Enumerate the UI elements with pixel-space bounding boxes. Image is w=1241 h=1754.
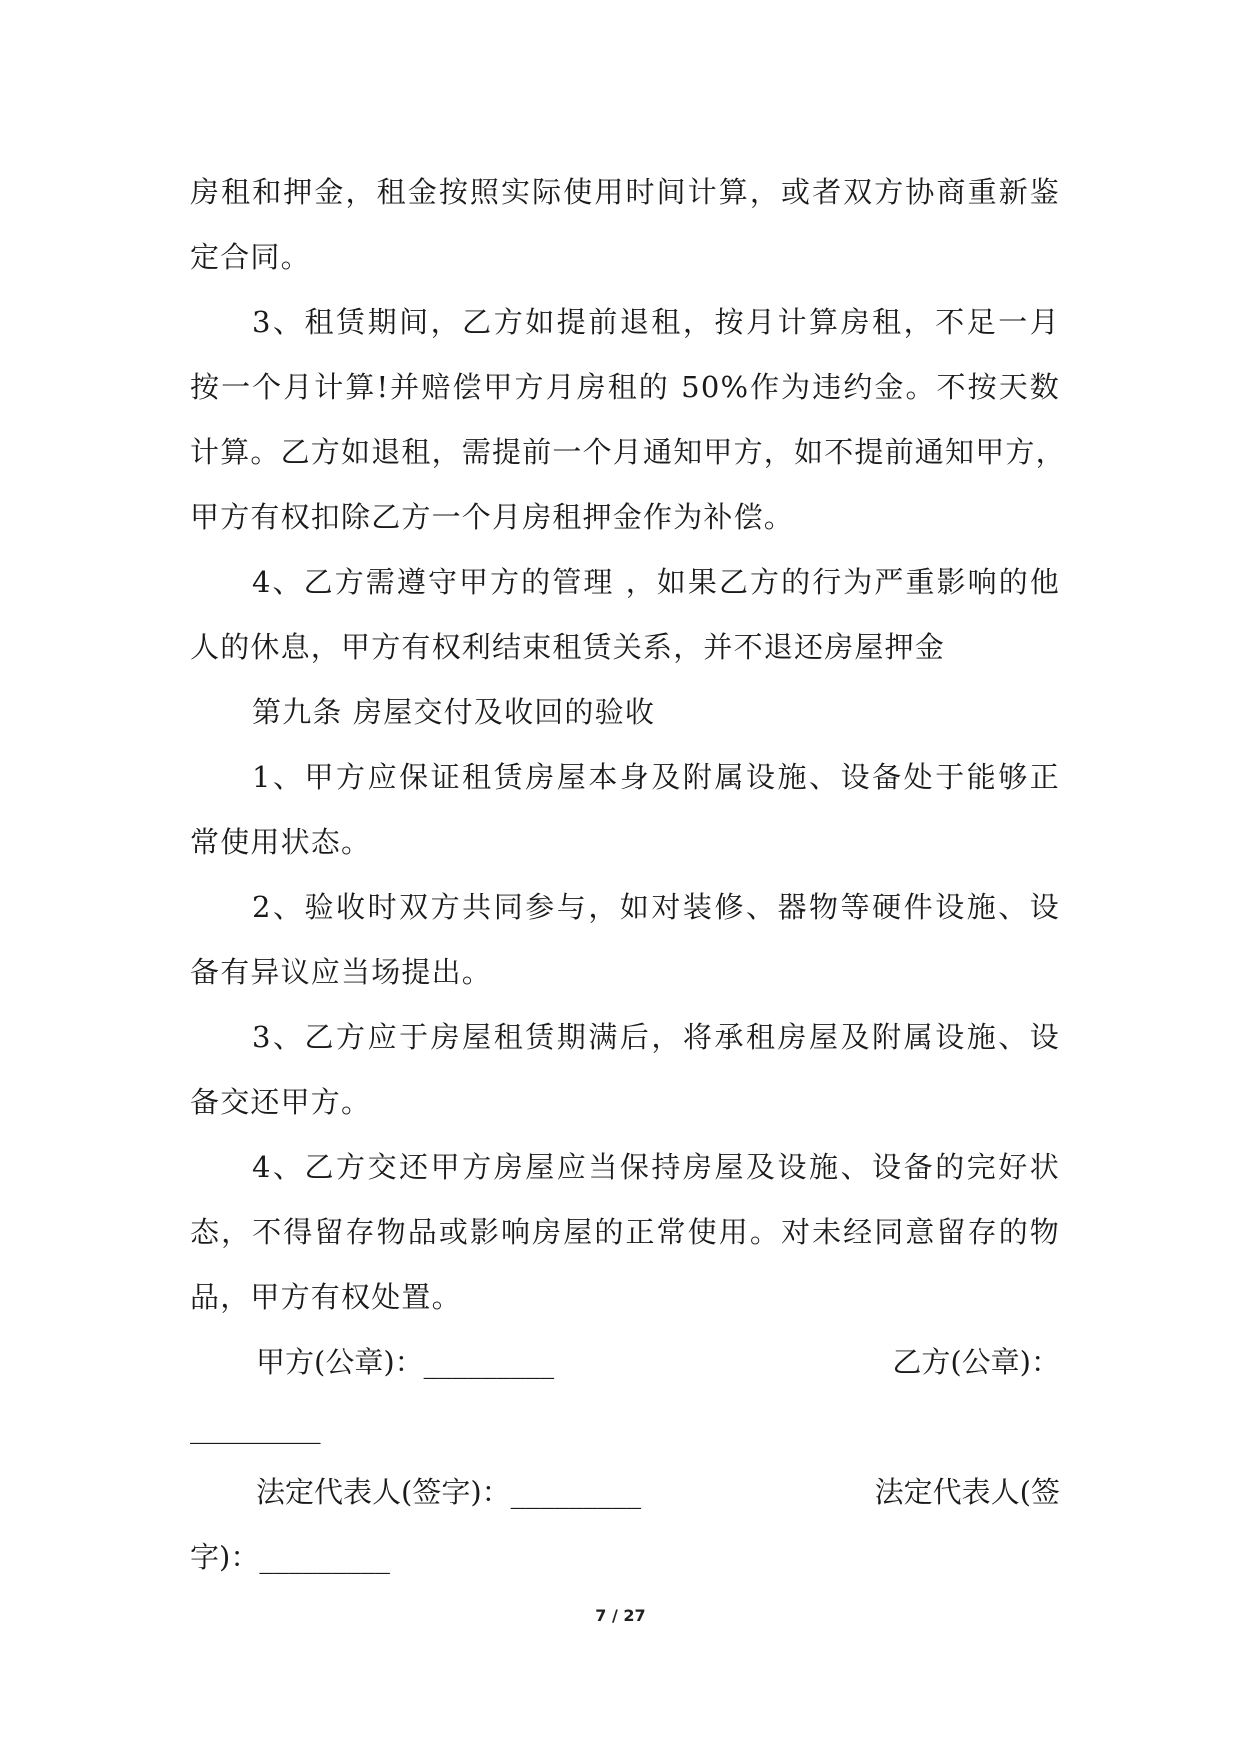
party-b-rep-field-cont: 字)：_________: [190, 1540, 390, 1574]
text-line: 3、乙方应于房屋租赁期满后，将承租房屋及附属设施、设: [252, 1020, 1060, 1054]
section-heading: 第九条 房屋交付及收回的验收: [252, 695, 656, 729]
document-body: [190, 160, 1066, 1590]
text-line: 房租和押金，租金按照实际使用时间计算，或者双方协商重新鉴: [190, 175, 1060, 209]
text-line: 按一个月计算!并赔偿甲方月房租的 50%作为违约金。不按天数: [190, 370, 1060, 404]
text-line: 常使用状态。: [190, 825, 372, 859]
party-b-rep-field: 法定代表人(签: [874, 1475, 1060, 1509]
text-line: 备有异议应当场提出。: [190, 955, 493, 989]
signature-row-seal: [190, 1330, 1060, 1395]
signature-row-seal-cont: [190, 1395, 1060, 1460]
page-number: 7 / 27: [595, 1606, 646, 1625]
text-line: 4、乙方需遵守甲方的管理 ，如果乙方的行为严重影响的他: [252, 565, 1060, 599]
signature-row-rep-cont: [190, 1525, 1060, 1590]
party-a-rep-field: 法定代表人(签字)：_________: [256, 1475, 642, 1509]
party-a-seal-field: 甲方(公章)：_________: [256, 1345, 555, 1379]
text-line: 1、甲方应保证租赁房屋本身及附属设施、设备处于能够正: [252, 760, 1060, 794]
signature-row-rep: [190, 1460, 1060, 1525]
party-b-seal-field: 乙方(公章)：: [892, 1345, 1060, 1379]
text-line: 计算。乙方如退租，需提前一个月通知甲方，如不提前通知甲方，: [190, 435, 1066, 469]
text-line: 甲方有权扣除乙方一个月房租押金作为补偿。: [190, 500, 795, 534]
text-line: 备交还甲方。: [190, 1085, 372, 1119]
text-line: 态，不得留存物品或影响房屋的正常使用。对未经同意留存的物: [190, 1215, 1060, 1249]
text-line: 2、验收时双方共同参与，如对装修、器物等硬件设施、设: [252, 890, 1060, 924]
text-line: 定合同。: [190, 240, 311, 274]
party-b-seal-blank: _________: [190, 1410, 321, 1444]
text-line: 4、乙方交还甲方房屋应当保持房屋及设施、设备的完好状: [252, 1150, 1060, 1184]
text-line: 人的休息，甲方有权利结束租赁关系，并不退还房屋押金: [190, 630, 946, 664]
text-line: 品，甲方有权处置。: [190, 1280, 462, 1314]
text-line: 3、租赁期间，乙方如提前退租，按月计算房租，不足一月: [252, 305, 1060, 339]
